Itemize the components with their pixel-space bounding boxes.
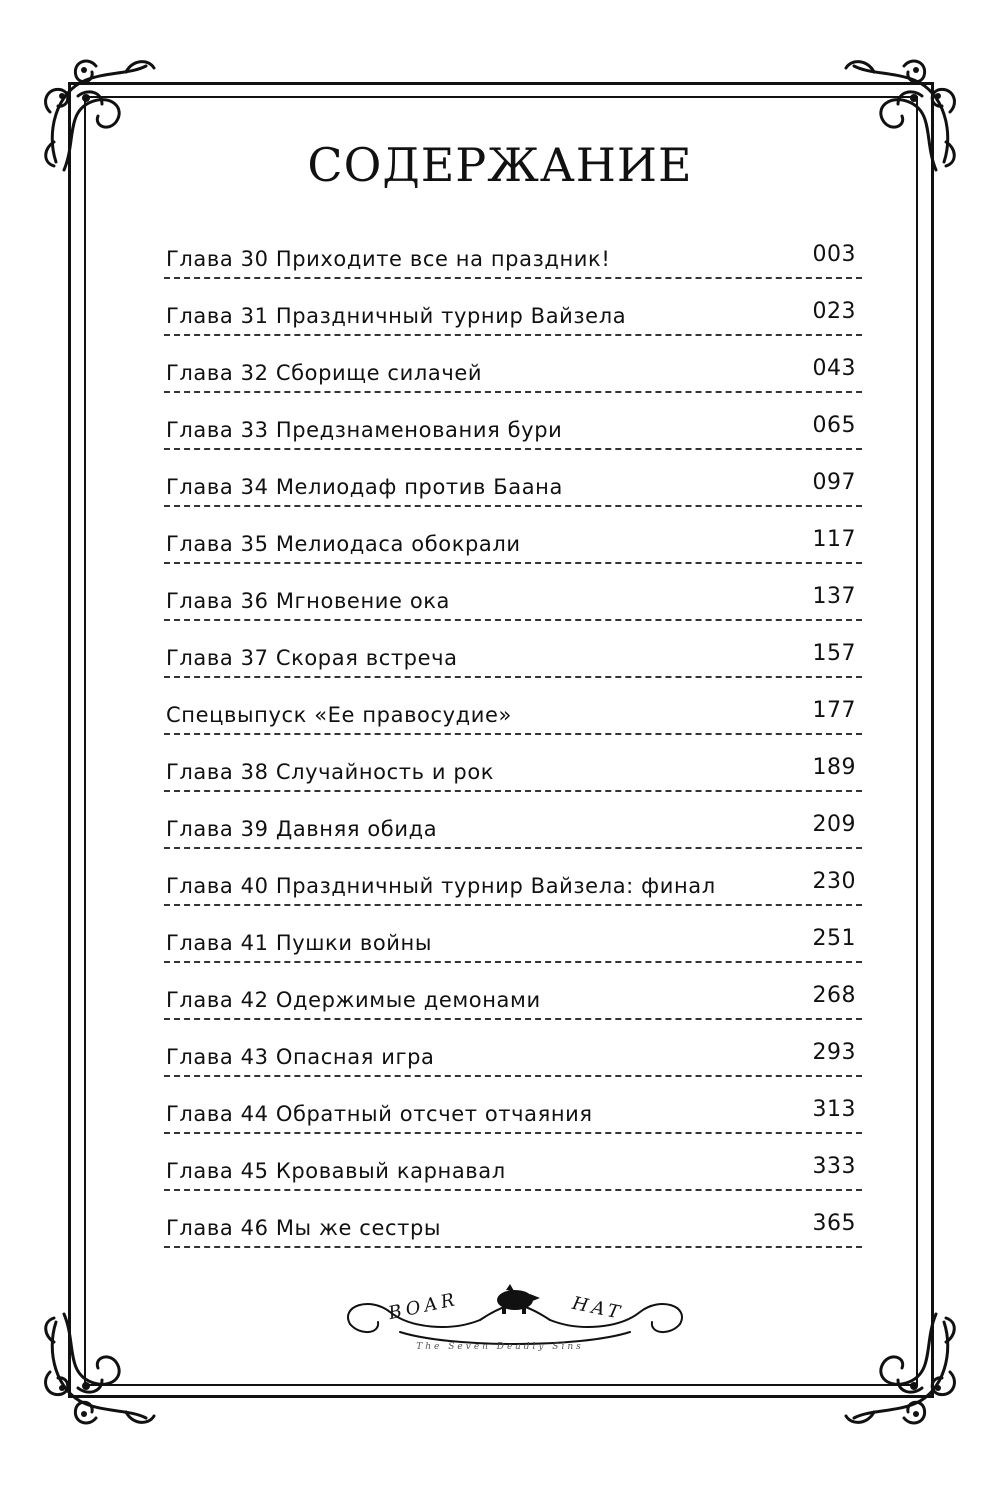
- toc-chapter-title: Глава 32 Сборище силачей: [166, 361, 483, 385]
- ornament-corner-bottom-right: [834, 1302, 964, 1432]
- toc-row: [164, 1134, 862, 1191]
- toc-page-number: 137: [812, 584, 856, 609]
- toc-chapter-title: Глава 33 Предзнаменования бури: [166, 418, 563, 442]
- toc-row: [164, 792, 862, 849]
- toc-row: [164, 678, 862, 735]
- toc-page-number: 177: [812, 698, 856, 723]
- toc-page-number: 043: [812, 356, 856, 381]
- toc-chapter-title: Глава 34 Мелиодаф против Баана: [166, 475, 563, 499]
- toc-row: [164, 621, 862, 678]
- table-of-contents: [164, 222, 862, 1248]
- logo-subtitle: The Seven Deadly Sins: [416, 1342, 584, 1352]
- toc-page-number: 209: [812, 812, 856, 837]
- toc-page-number: 293: [812, 1040, 856, 1065]
- toc-chapter-title: Глава 45 Кровавый карнавал: [166, 1159, 506, 1183]
- toc-row: [164, 1077, 862, 1134]
- toc-page-number: 333: [812, 1154, 856, 1179]
- toc-page-number: 097: [812, 470, 856, 495]
- toc-chapter-title: Глава 38 Случайность и рок: [166, 760, 495, 784]
- toc-page-number: 117: [812, 527, 856, 552]
- page-title: СОДЕРЖАНИЕ: [307, 138, 693, 192]
- toc-page-number: 157: [812, 641, 856, 666]
- toc-page-number: 268: [812, 983, 856, 1008]
- toc-chapter-title: Глава 42 Одержимые демонами: [166, 988, 541, 1012]
- toc-row: [164, 564, 862, 621]
- toc-chapter-title: Глава 39 Давняя обида: [166, 817, 438, 841]
- toc-chapter-title: Глава 41 Пушки войны: [166, 931, 433, 955]
- toc-chapter-title: Глава 40 Праздничный турнир Вайзела: финал: [166, 874, 716, 898]
- toc-chapter-title: Глава 44 Обратный отсчет отчаяния: [166, 1102, 593, 1126]
- toc-chapter-title: Глава 37 Скорая встреча: [166, 646, 458, 670]
- toc-row: [164, 906, 862, 963]
- toc-row: [164, 279, 862, 336]
- toc-page-number: 189: [812, 755, 856, 780]
- toc-chapter-title: Спецвыпуск «Ее правосудие»: [166, 703, 513, 727]
- toc-row: [164, 336, 862, 393]
- toc-row: [164, 963, 862, 1020]
- toc-page-number: 230: [812, 869, 856, 894]
- toc-row: [164, 507, 862, 564]
- toc-page-number: 003: [812, 242, 856, 267]
- toc-page-number: 023: [812, 299, 856, 324]
- toc-chapter-title: Глава 46 Мы же сестры: [166, 1216, 442, 1240]
- toc-page-number: 313: [812, 1097, 856, 1122]
- ornament-corner-bottom-left: [36, 1302, 166, 1432]
- toc-row: [164, 222, 862, 279]
- toc-chapter-title: Глава 30 Приходите все на праздник!: [166, 247, 611, 271]
- toc-chapter-title: Глава 43 Опасная игра: [166, 1045, 435, 1069]
- toc-page-number: 065: [812, 413, 856, 438]
- toc-chapter-title: Глава 36 Мгновение ока: [166, 589, 451, 613]
- toc-row: [164, 849, 862, 906]
- toc-page-number: 251: [812, 926, 856, 951]
- toc-row: [164, 393, 862, 450]
- toc-chapter-title: Глава 35 Мелиодаса обокрали: [166, 532, 521, 556]
- toc-page-number: 365: [812, 1211, 856, 1236]
- toc-row: [164, 735, 862, 792]
- logo-text-right: HAT: [570, 1292, 626, 1325]
- toc-row: [164, 450, 862, 507]
- logo-text-left: BOAR: [386, 1288, 461, 1325]
- toc-chapter-title: Глава 31 Праздничный турнир Вайзела: [166, 304, 627, 328]
- toc-row: [164, 1191, 862, 1248]
- toc-row: [164, 1020, 862, 1077]
